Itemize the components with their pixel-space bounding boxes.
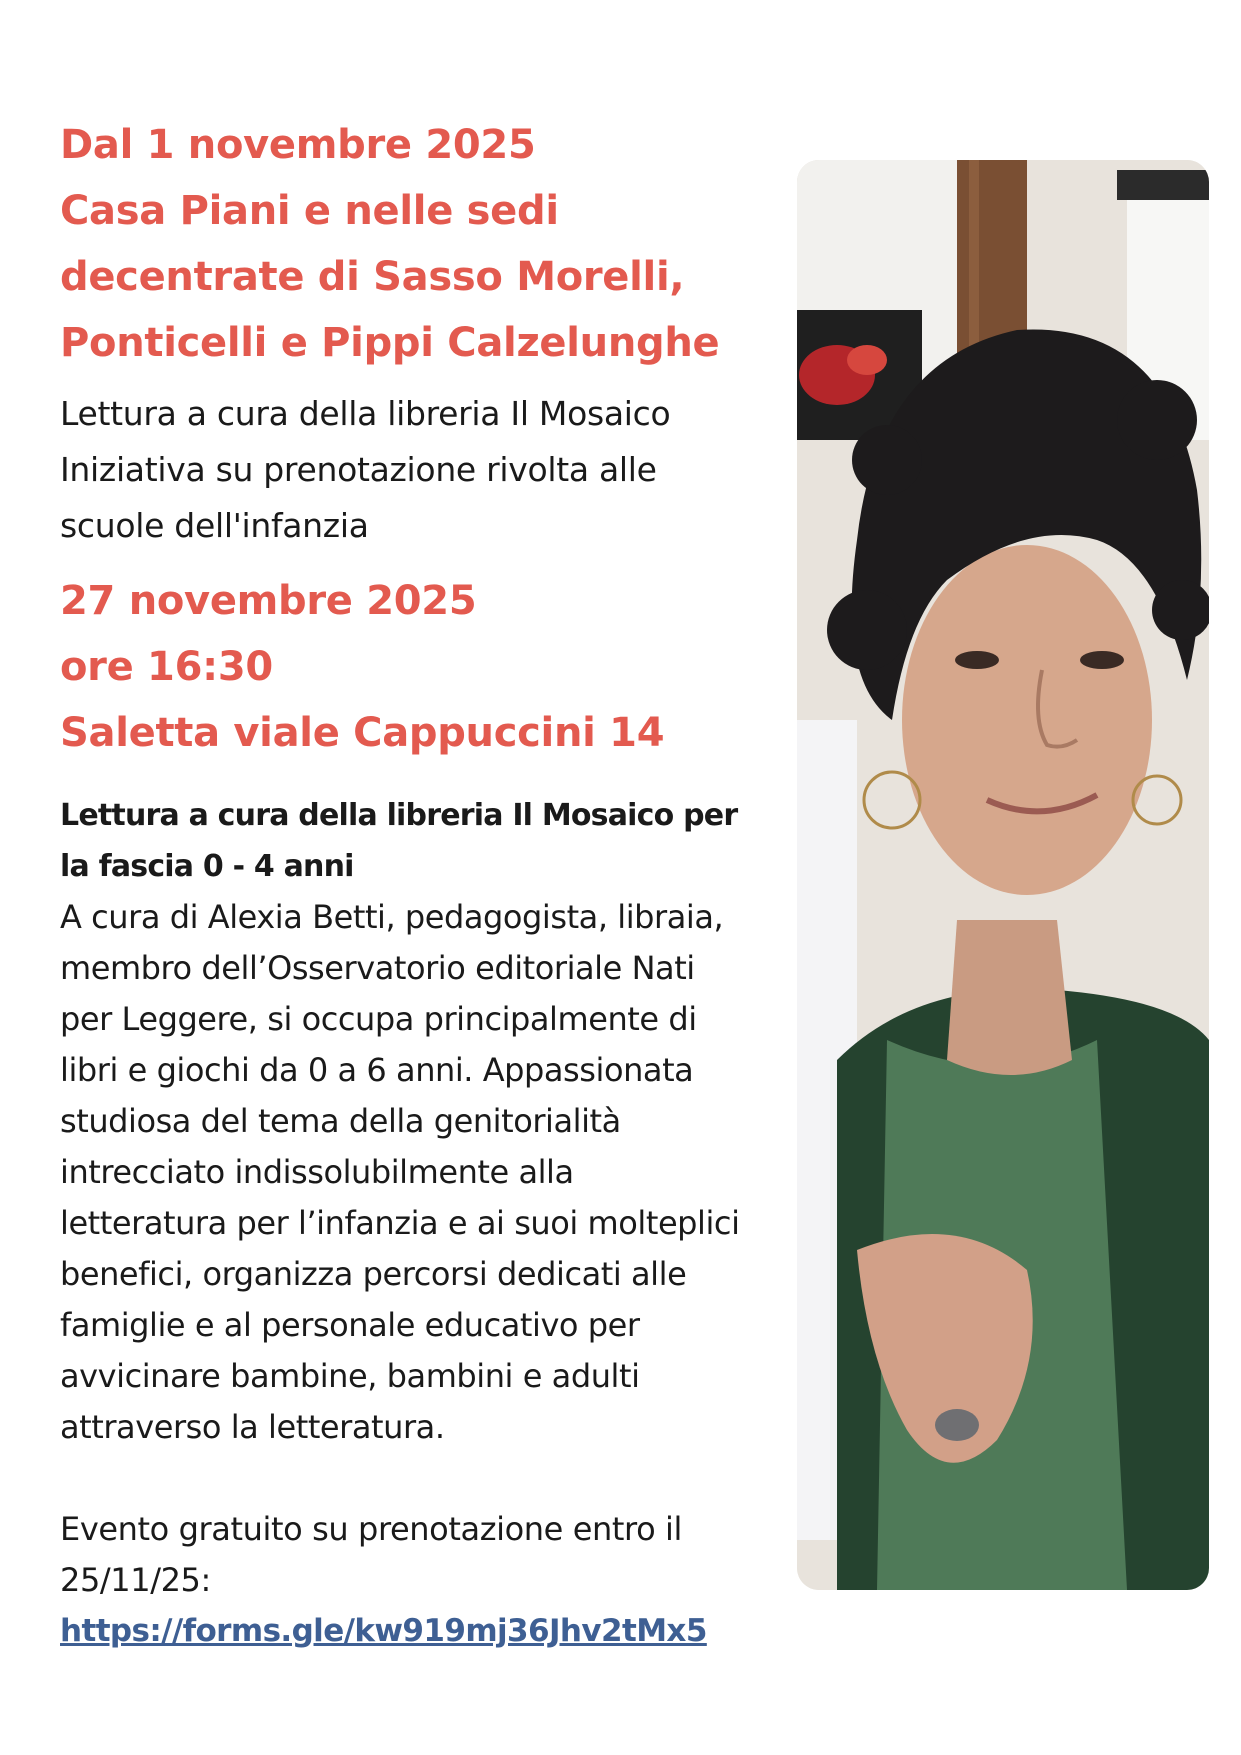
bio-line: intrecciato indissolubilmente alla [60, 1153, 574, 1191]
event-2-heading [60, 568, 780, 766]
bio-line: letteratura per l’infanzia e ai suoi molteplici [60, 1204, 740, 1242]
event-2-subheading: la fascia 0 - 4 anni [60, 849, 354, 884]
booking-link[interactable]: https://forms.gle/kw919mj36Jhv2tMx5 [60, 1613, 707, 1649]
booking-deadline: 25/11/25: [60, 1561, 211, 1599]
booking-info [60, 1504, 780, 1657]
bio-line: famiglie e al personale educativo per [60, 1306, 640, 1344]
portrait-photo [797, 160, 1209, 1590]
event-1-heading [60, 112, 780, 376]
description-line: Lettura a cura della libreria Il Mosaico [60, 394, 671, 433]
event-2-subheading: Lettura a cura della libreria Il Mosaico per [60, 798, 738, 833]
bio-line: membro dell’Osservatorio editoriale Nati [60, 949, 695, 987]
bio-line: studiosa del tema della genitorialità [60, 1102, 621, 1140]
bio-line: benefici, organizza percorsi dedicati alle [60, 1255, 687, 1293]
event-2-date: 27 novembre 2025 [60, 578, 477, 624]
event-2-description [60, 790, 780, 1453]
description-line: Iniziativa su prenotazione rivolta alle [60, 450, 657, 489]
description-line: scuole dell'infanzia [60, 506, 369, 545]
event-1-line: Ponticelli e Pippi Calzelunghe [60, 320, 720, 366]
bio-line: avvicinare bambine, bambini e adulti [60, 1357, 640, 1395]
bio-line: libri e giochi da 0 a 6 anni. Appassionata [60, 1051, 694, 1089]
bio-line: per Leggere, si occupa principalmente di [60, 1000, 697, 1038]
event-1-line: decentrate di Sasso Morelli, [60, 254, 685, 300]
portrait-illustration [797, 160, 1209, 1590]
event-2-venue: Saletta viale Cappuccini 14 [60, 710, 665, 756]
bio-line: attraverso la letteratura. [60, 1408, 445, 1446]
event-1-line: Dal 1 novembre 2025 [60, 122, 536, 168]
flyer-text-column [60, 112, 780, 1657]
event-2-time: ore 16:30 [60, 644, 273, 690]
event-1-line: Casa Piani e nelle sedi [60, 188, 559, 234]
event-1-description [60, 386, 780, 554]
booking-text: Evento gratuito su prenotazione entro il [60, 1510, 683, 1548]
bio-line: A cura di Alexia Betti, pedagogista, libraia, [60, 898, 724, 936]
